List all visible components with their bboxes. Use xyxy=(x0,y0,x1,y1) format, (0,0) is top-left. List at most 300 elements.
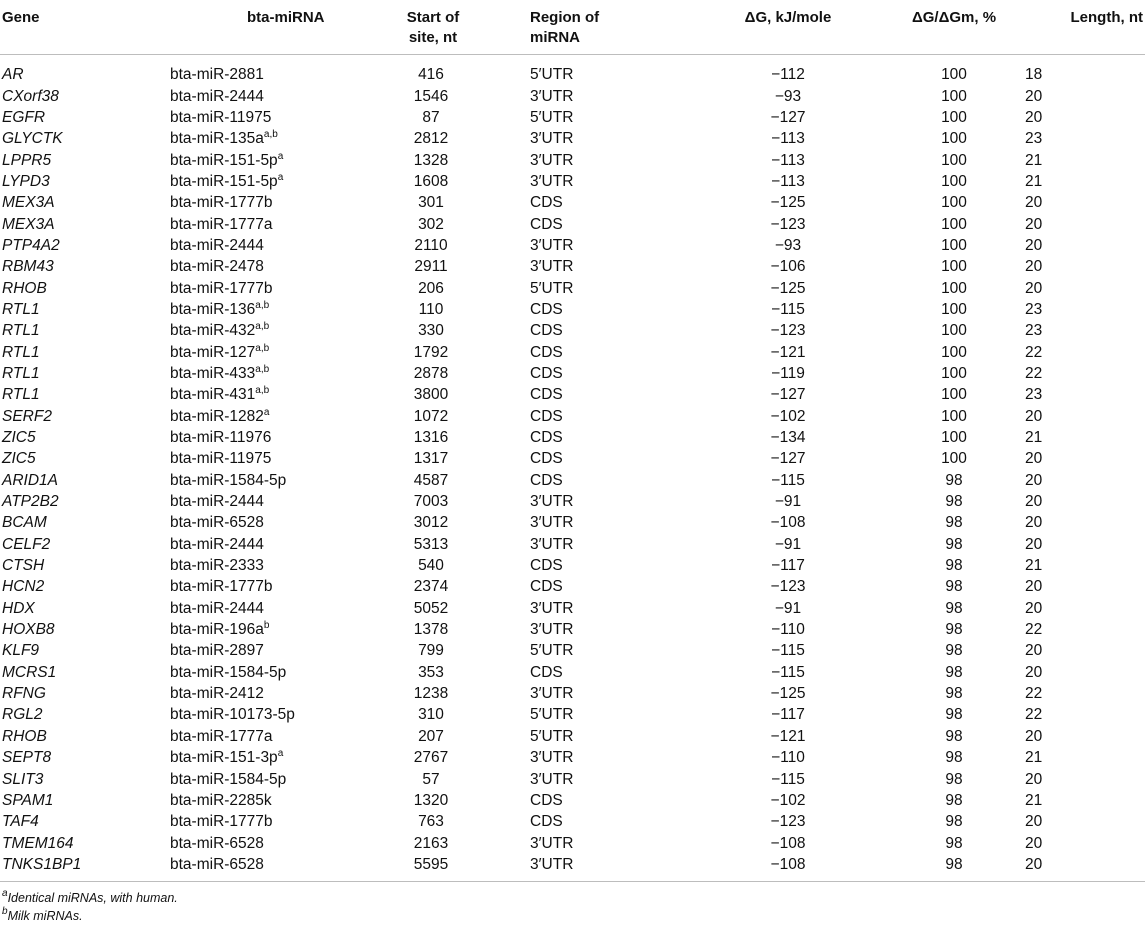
delta-g-ratio-cell: 98 xyxy=(945,557,963,575)
mirna-cell xyxy=(168,491,353,512)
mirna-name: bta-miR-2444 xyxy=(170,236,264,254)
table-row xyxy=(0,85,1145,106)
header-region-line-2: miRNA xyxy=(530,29,581,46)
footnote-marker: a,b xyxy=(255,321,270,333)
gene-cell: BCAM xyxy=(2,514,47,532)
delta-g-cell: −127 xyxy=(770,386,806,404)
region-cell: CDS xyxy=(530,215,563,233)
region-cell: 3′UTR xyxy=(530,834,574,852)
gene-cell: SLIT3 xyxy=(2,770,44,788)
delta-g-ratio-cell: 100 xyxy=(941,258,967,276)
footnote-marker: a,b xyxy=(255,299,270,311)
delta-g-cell: −117 xyxy=(771,706,805,724)
mirna-name: bta-miR-432 xyxy=(170,322,256,340)
mirna-name: bta-miR-1777a xyxy=(170,215,273,233)
start-site-cell: 1328 xyxy=(413,151,449,169)
table-row xyxy=(0,854,1145,875)
mirna-cell xyxy=(168,427,353,448)
region-cell: CDS xyxy=(530,407,563,425)
length-cell: 20 xyxy=(1025,514,1043,532)
mirna-cell xyxy=(168,619,353,640)
header-start-line-1: Start of xyxy=(406,9,460,26)
region-cell: 3′UTR xyxy=(530,87,574,105)
mirna-name: bta-miR-2444 xyxy=(170,493,264,511)
region-cell: CDS xyxy=(530,557,563,575)
delta-g-cell: −113 xyxy=(771,130,805,148)
delta-g-cell: −110 xyxy=(771,621,805,639)
table-row xyxy=(0,470,1145,491)
table-row xyxy=(0,832,1145,853)
length-cell: 20 xyxy=(1025,407,1043,425)
gene-cell: LPPR5 xyxy=(2,151,52,169)
region-cell: 3′UTR xyxy=(530,172,574,190)
region-cell: CDS xyxy=(530,364,563,382)
mirna-name: bta-miR-433 xyxy=(170,364,256,382)
region-cell: 3′UTR xyxy=(530,514,574,532)
length-cell: 20 xyxy=(1025,450,1043,468)
mirna-cell xyxy=(168,534,353,555)
start-site-cell: 207 xyxy=(418,727,444,745)
delta-g-ratio-cell: 98 xyxy=(945,599,963,617)
gene-cell: TAF4 xyxy=(2,813,39,831)
table-row xyxy=(0,107,1145,128)
table-row xyxy=(0,512,1145,533)
mirna-name: bta-miR-2444 xyxy=(170,87,264,105)
mirna-name: bta-miR-1584-5p xyxy=(170,471,287,489)
start-site-cell: 57 xyxy=(422,770,440,788)
mirna-name: bta-miR-1777b xyxy=(170,578,273,596)
delta-g-ratio-cell: 100 xyxy=(941,279,967,297)
region-cell: CDS xyxy=(530,663,563,681)
region-cell: 3′UTR xyxy=(530,855,574,873)
mirna-cell xyxy=(168,149,353,170)
delta-g-ratio-cell: 100 xyxy=(941,215,967,233)
length-cell: 21 xyxy=(1025,791,1043,809)
delta-g-ratio-cell: 100 xyxy=(941,300,967,318)
gene-cell: RHOB xyxy=(2,727,47,745)
mirna-name: bta-miR-135a xyxy=(170,130,264,148)
gene-cell: RFNG xyxy=(2,685,46,703)
gene-cell: TMEM164 xyxy=(2,834,74,852)
gene-cell: MEX3A xyxy=(2,215,55,233)
length-cell: 20 xyxy=(1025,770,1043,788)
gene-cell: RTL1 xyxy=(2,300,40,318)
delta-g-ratio-cell: 98 xyxy=(945,471,963,489)
region-cell: 3′UTR xyxy=(530,770,574,788)
region-cell: 3′UTR xyxy=(530,621,574,639)
region-cell: CDS xyxy=(530,450,563,468)
footnote-marker: a,b xyxy=(255,342,270,354)
table-row xyxy=(0,790,1145,811)
start-site-cell: 5313 xyxy=(413,535,449,553)
start-site-cell: 2163 xyxy=(413,834,449,852)
delta-g-cell: −91 xyxy=(774,599,802,617)
delta-g-ratio-cell: 98 xyxy=(945,621,963,639)
gene-cell: RBM43 xyxy=(2,258,54,276)
start-site-cell: 110 xyxy=(418,300,444,318)
footnote-marker: b xyxy=(263,620,270,632)
delta-g-cell: −123 xyxy=(770,215,806,233)
delta-g-ratio-cell: 98 xyxy=(945,706,963,724)
mirna-cell xyxy=(168,662,353,683)
region-cell: 3′UTR xyxy=(530,599,574,617)
delta-g-ratio-cell: 100 xyxy=(941,87,967,105)
gene-cell: RTL1 xyxy=(2,364,40,382)
delta-g-cell: −127 xyxy=(770,450,806,468)
delta-g-cell: −115 xyxy=(771,663,805,681)
footnote-text: Identical miRNAs, with human. xyxy=(7,891,178,906)
length-cell: 22 xyxy=(1025,685,1043,703)
length-cell: 20 xyxy=(1025,471,1043,489)
table-row xyxy=(0,277,1145,298)
footnote-mark: a xyxy=(2,888,8,900)
length-cell: 21 xyxy=(1025,749,1043,767)
region-cell: 3′UTR xyxy=(530,236,574,254)
delta-g-cell: −93 xyxy=(774,87,802,105)
delta-g-ratio-cell: 100 xyxy=(941,429,967,447)
table-row xyxy=(0,704,1145,725)
delta-g-cell: −125 xyxy=(770,685,806,703)
table-row xyxy=(0,683,1145,704)
start-site-cell: 1320 xyxy=(413,791,449,809)
length-cell: 22 xyxy=(1025,621,1043,639)
mirna-name: bta-miR-2285k xyxy=(170,791,272,809)
mirna-cell xyxy=(168,640,353,661)
footnote-marker: a,b xyxy=(255,363,270,375)
mirna-cell xyxy=(168,512,353,533)
footnote-marker: a xyxy=(263,406,270,418)
mirna-cell xyxy=(168,768,353,789)
length-cell: 20 xyxy=(1025,87,1043,105)
header-mirna: bta-miRNA xyxy=(168,0,353,55)
delta-g-ratio-cell: 100 xyxy=(941,386,967,404)
delta-g-cell: −110 xyxy=(771,749,805,767)
delta-g-cell: −117 xyxy=(771,557,805,575)
header-region xyxy=(513,0,683,55)
footnote-mark: b xyxy=(2,906,8,918)
footnote-text: Milk miRNAs. xyxy=(7,909,83,924)
region-cell: CDS xyxy=(530,813,563,831)
mirna-cell xyxy=(168,128,353,149)
start-site-cell: 1378 xyxy=(413,621,449,639)
mirna-name: bta-miR-431 xyxy=(170,386,256,404)
length-cell: 23 xyxy=(1025,130,1043,148)
gene-cell: KLF9 xyxy=(2,642,40,660)
region-cell: CDS xyxy=(530,791,563,809)
table-row xyxy=(0,256,1145,277)
region-cell: CDS xyxy=(530,471,563,489)
start-site-cell: 5595 xyxy=(413,855,449,873)
mirna-name: bta-miR-196a xyxy=(170,621,264,639)
table-row xyxy=(0,128,1145,149)
mirna-cell xyxy=(168,598,353,619)
table-row xyxy=(0,491,1145,512)
region-cell: CDS xyxy=(530,300,563,318)
table-row xyxy=(0,534,1145,555)
start-site-cell: 1546 xyxy=(413,87,449,105)
delta-g-ratio-cell: 100 xyxy=(941,108,967,126)
mirna-cell xyxy=(168,320,353,341)
length-cell: 22 xyxy=(1025,343,1043,361)
table-row xyxy=(0,299,1145,320)
table-row xyxy=(0,341,1145,362)
header-region-line-1: Region of xyxy=(530,9,600,26)
mirna-cell xyxy=(168,341,353,362)
header-start xyxy=(353,0,513,55)
table-row xyxy=(0,598,1145,619)
length-cell: 18 xyxy=(1025,66,1043,84)
delta-g-cell: −113 xyxy=(771,151,805,169)
mirna-name: bta-miR-2897 xyxy=(170,642,264,660)
start-site-cell: 3800 xyxy=(413,386,449,404)
delta-g-ratio-cell: 98 xyxy=(945,535,963,553)
footnote-marker: a xyxy=(277,171,284,183)
header-start-line-2: site, nt xyxy=(408,29,458,46)
start-site-cell: 540 xyxy=(418,557,444,575)
header-row xyxy=(0,0,1145,55)
mirna-name: bta-miR-11976 xyxy=(170,429,272,447)
delta-g-cell: −113 xyxy=(771,172,805,190)
region-cell: 5′UTR xyxy=(530,66,574,84)
mirna-cell xyxy=(168,406,353,427)
delta-g-cell: −121 xyxy=(770,343,806,361)
delta-g-cell: −134 xyxy=(770,429,806,447)
delta-g-ratio-cell: 100 xyxy=(941,450,967,468)
gene-cell: RTL1 xyxy=(2,386,40,404)
length-cell: 20 xyxy=(1025,258,1043,276)
mirna-name: bta-miR-2881 xyxy=(170,66,264,84)
region-cell: CDS xyxy=(530,386,563,404)
start-site-cell: 7003 xyxy=(413,493,449,511)
gene-cell: ARID1A xyxy=(2,471,58,489)
length-cell: 20 xyxy=(1025,813,1043,831)
start-site-cell: 1608 xyxy=(413,172,449,190)
table-row xyxy=(0,363,1145,384)
start-site-cell: 1317 xyxy=(413,450,449,468)
mirna-name: bta-miR-1282 xyxy=(170,407,264,425)
start-site-cell: 310 xyxy=(418,706,444,724)
table-row xyxy=(0,384,1145,405)
delta-g-ratio-cell: 100 xyxy=(941,194,967,212)
delta-g-cell: −108 xyxy=(770,514,806,532)
mirna-name: bta-miR-11975 xyxy=(170,450,272,468)
region-cell: 5′UTR xyxy=(530,706,574,724)
mirna-cell xyxy=(168,192,353,213)
table-row xyxy=(0,726,1145,747)
start-site-cell: 763 xyxy=(418,813,444,831)
table-row xyxy=(0,640,1145,661)
delta-g-cell: −115 xyxy=(771,300,805,318)
table-row xyxy=(0,213,1145,234)
mirna-name: bta-miR-10173-5p xyxy=(170,706,295,724)
header-length: Length, nt xyxy=(1025,0,1145,55)
length-cell: 20 xyxy=(1025,642,1043,660)
delta-g-ratio-cell: 98 xyxy=(945,578,963,596)
delta-g-ratio-cell: 98 xyxy=(945,770,963,788)
table-row xyxy=(0,448,1145,469)
mirna-name: bta-miR-11975 xyxy=(170,108,272,126)
region-cell: 5′UTR xyxy=(530,642,574,660)
delta-g-ratio-cell: 98 xyxy=(945,727,963,745)
gene-cell: RTL1 xyxy=(2,322,40,340)
mirna-name: bta-miR-136 xyxy=(170,300,256,318)
delta-g-ratio-cell: 98 xyxy=(945,791,963,809)
delta-g-cell: −102 xyxy=(770,791,806,809)
length-cell: 20 xyxy=(1025,663,1043,681)
table-row xyxy=(0,662,1145,683)
mirna-cell xyxy=(168,811,353,832)
delta-g-cell: −115 xyxy=(771,471,805,489)
header-delta-g-ratio: ΔG/ΔGm, % xyxy=(843,0,1025,55)
table-body xyxy=(0,55,1145,876)
delta-g-ratio-cell: 100 xyxy=(941,151,967,169)
mirna-cell xyxy=(168,85,353,106)
mirna-cell xyxy=(168,576,353,597)
delta-g-cell: −115 xyxy=(771,770,805,788)
start-site-cell: 2110 xyxy=(414,236,448,254)
footnote-marker: a,b xyxy=(263,129,278,141)
region-cell: 3′UTR xyxy=(530,258,574,276)
table-row xyxy=(0,747,1145,768)
table-row xyxy=(0,406,1145,427)
mirna-cell xyxy=(168,107,353,128)
gene-cell: RGL2 xyxy=(2,706,43,724)
mirna-cell xyxy=(168,683,353,704)
mirna-name: bta-miR-1777b xyxy=(170,279,273,297)
table-row xyxy=(0,768,1145,789)
start-site-cell: 353 xyxy=(418,663,444,681)
mirna-cell xyxy=(168,790,353,811)
length-cell: 20 xyxy=(1025,535,1043,553)
table-row xyxy=(0,320,1145,341)
region-cell: 5′UTR xyxy=(530,108,574,126)
region-cell: CDS xyxy=(530,578,563,596)
length-cell: 20 xyxy=(1025,215,1043,233)
length-cell: 20 xyxy=(1025,279,1043,297)
gene-cell: EGFR xyxy=(2,108,46,126)
length-cell: 20 xyxy=(1025,108,1043,126)
mirna-name: bta-miR-151-5p xyxy=(170,151,278,169)
gene-cell: HCN2 xyxy=(2,578,45,596)
delta-g-ratio-cell: 98 xyxy=(945,749,963,767)
gene-cell: AR xyxy=(2,66,24,84)
table-row xyxy=(0,192,1145,213)
delta-g-cell: −115 xyxy=(771,642,805,660)
length-cell: 23 xyxy=(1025,322,1043,340)
start-site-cell: 2911 xyxy=(414,258,448,276)
delta-g-cell: −106 xyxy=(770,258,806,276)
mirna-cell xyxy=(168,256,353,277)
gene-cell: RTL1 xyxy=(2,343,40,361)
delta-g-cell: −93 xyxy=(774,236,802,254)
table-row xyxy=(0,576,1145,597)
gene-cell: ZIC5 xyxy=(2,429,36,447)
start-site-cell: 302 xyxy=(418,215,444,233)
footnote xyxy=(2,907,1145,925)
start-site-cell: 2767 xyxy=(413,749,449,767)
delta-g-cell: −123 xyxy=(770,322,806,340)
region-cell: 3′UTR xyxy=(530,151,574,169)
length-cell: 21 xyxy=(1025,429,1043,447)
region-cell: 3′UTR xyxy=(530,130,574,148)
delta-g-cell: −123 xyxy=(770,813,806,831)
length-cell: 20 xyxy=(1025,194,1043,212)
start-site-cell: 1238 xyxy=(413,685,449,703)
delta-g-cell: −112 xyxy=(771,66,805,84)
table-row xyxy=(0,555,1145,576)
mirna-cell xyxy=(168,384,353,405)
delta-g-ratio-cell: 100 xyxy=(941,343,967,361)
mirna-name: bta-miR-151-5p xyxy=(170,172,278,190)
region-cell: 3′UTR xyxy=(530,535,574,553)
gene-cell: HDX xyxy=(2,599,35,617)
gene-cell: CELF2 xyxy=(2,535,51,553)
delta-g-ratio-cell: 100 xyxy=(941,172,967,190)
start-site-cell: 1072 xyxy=(413,407,449,425)
mirna-name: bta-miR-2444 xyxy=(170,599,264,617)
region-cell: 5′UTR xyxy=(530,279,574,297)
mirna-cell xyxy=(168,747,353,768)
footnote-marker: a xyxy=(277,748,284,760)
delta-g-ratio-cell: 98 xyxy=(945,514,963,532)
length-cell: 22 xyxy=(1025,364,1043,382)
delta-g-ratio-cell: 100 xyxy=(941,407,967,425)
delta-g-cell: −108 xyxy=(770,834,806,852)
mirna-name: bta-miR-6528 xyxy=(170,855,264,873)
delta-g-ratio-cell: 100 xyxy=(941,236,967,254)
footnotes xyxy=(0,882,1145,925)
table-row xyxy=(0,619,1145,640)
delta-g-cell: −125 xyxy=(770,194,806,212)
region-cell: 3′UTR xyxy=(530,685,574,703)
region-cell: 3′UTR xyxy=(530,493,574,511)
mirna-name: bta-miR-2412 xyxy=(170,685,264,703)
footnote-marker: a,b xyxy=(255,385,270,397)
mirna-name: bta-miR-2333 xyxy=(170,557,264,575)
delta-g-ratio-cell: 98 xyxy=(945,855,963,873)
table-row xyxy=(0,149,1145,170)
mirna-cell xyxy=(168,213,353,234)
length-cell: 20 xyxy=(1025,236,1043,254)
table-row xyxy=(0,55,1145,86)
mirna-cell xyxy=(168,299,353,320)
mirna-cell xyxy=(168,448,353,469)
length-cell: 23 xyxy=(1025,386,1043,404)
region-cell: 5′UTR xyxy=(530,727,574,745)
delta-g-ratio-cell: 98 xyxy=(945,663,963,681)
start-site-cell: 3012 xyxy=(413,514,449,532)
delta-g-ratio-cell: 100 xyxy=(941,322,967,340)
gene-cell: GLYCTK xyxy=(2,130,63,148)
region-cell: 3′UTR xyxy=(530,749,574,767)
table-row xyxy=(0,427,1145,448)
region-cell: CDS xyxy=(530,322,563,340)
mirna-name: bta-miR-2478 xyxy=(170,258,264,276)
gene-cell: SERF2 xyxy=(2,407,52,425)
mirna-cell xyxy=(168,555,353,576)
region-cell: CDS xyxy=(530,194,563,212)
gene-cell: ZIC5 xyxy=(2,450,36,468)
region-cell: CDS xyxy=(530,429,563,447)
region-cell: CDS xyxy=(530,343,563,361)
start-site-cell: 1792 xyxy=(413,343,449,361)
start-site-cell: 4587 xyxy=(413,471,449,489)
header-gene: Gene xyxy=(0,0,168,55)
footnote-marker: a xyxy=(277,150,284,162)
delta-g-cell: −91 xyxy=(774,535,802,553)
length-cell: 20 xyxy=(1025,855,1043,873)
mirna-name: bta-miR-1777b xyxy=(170,194,273,212)
